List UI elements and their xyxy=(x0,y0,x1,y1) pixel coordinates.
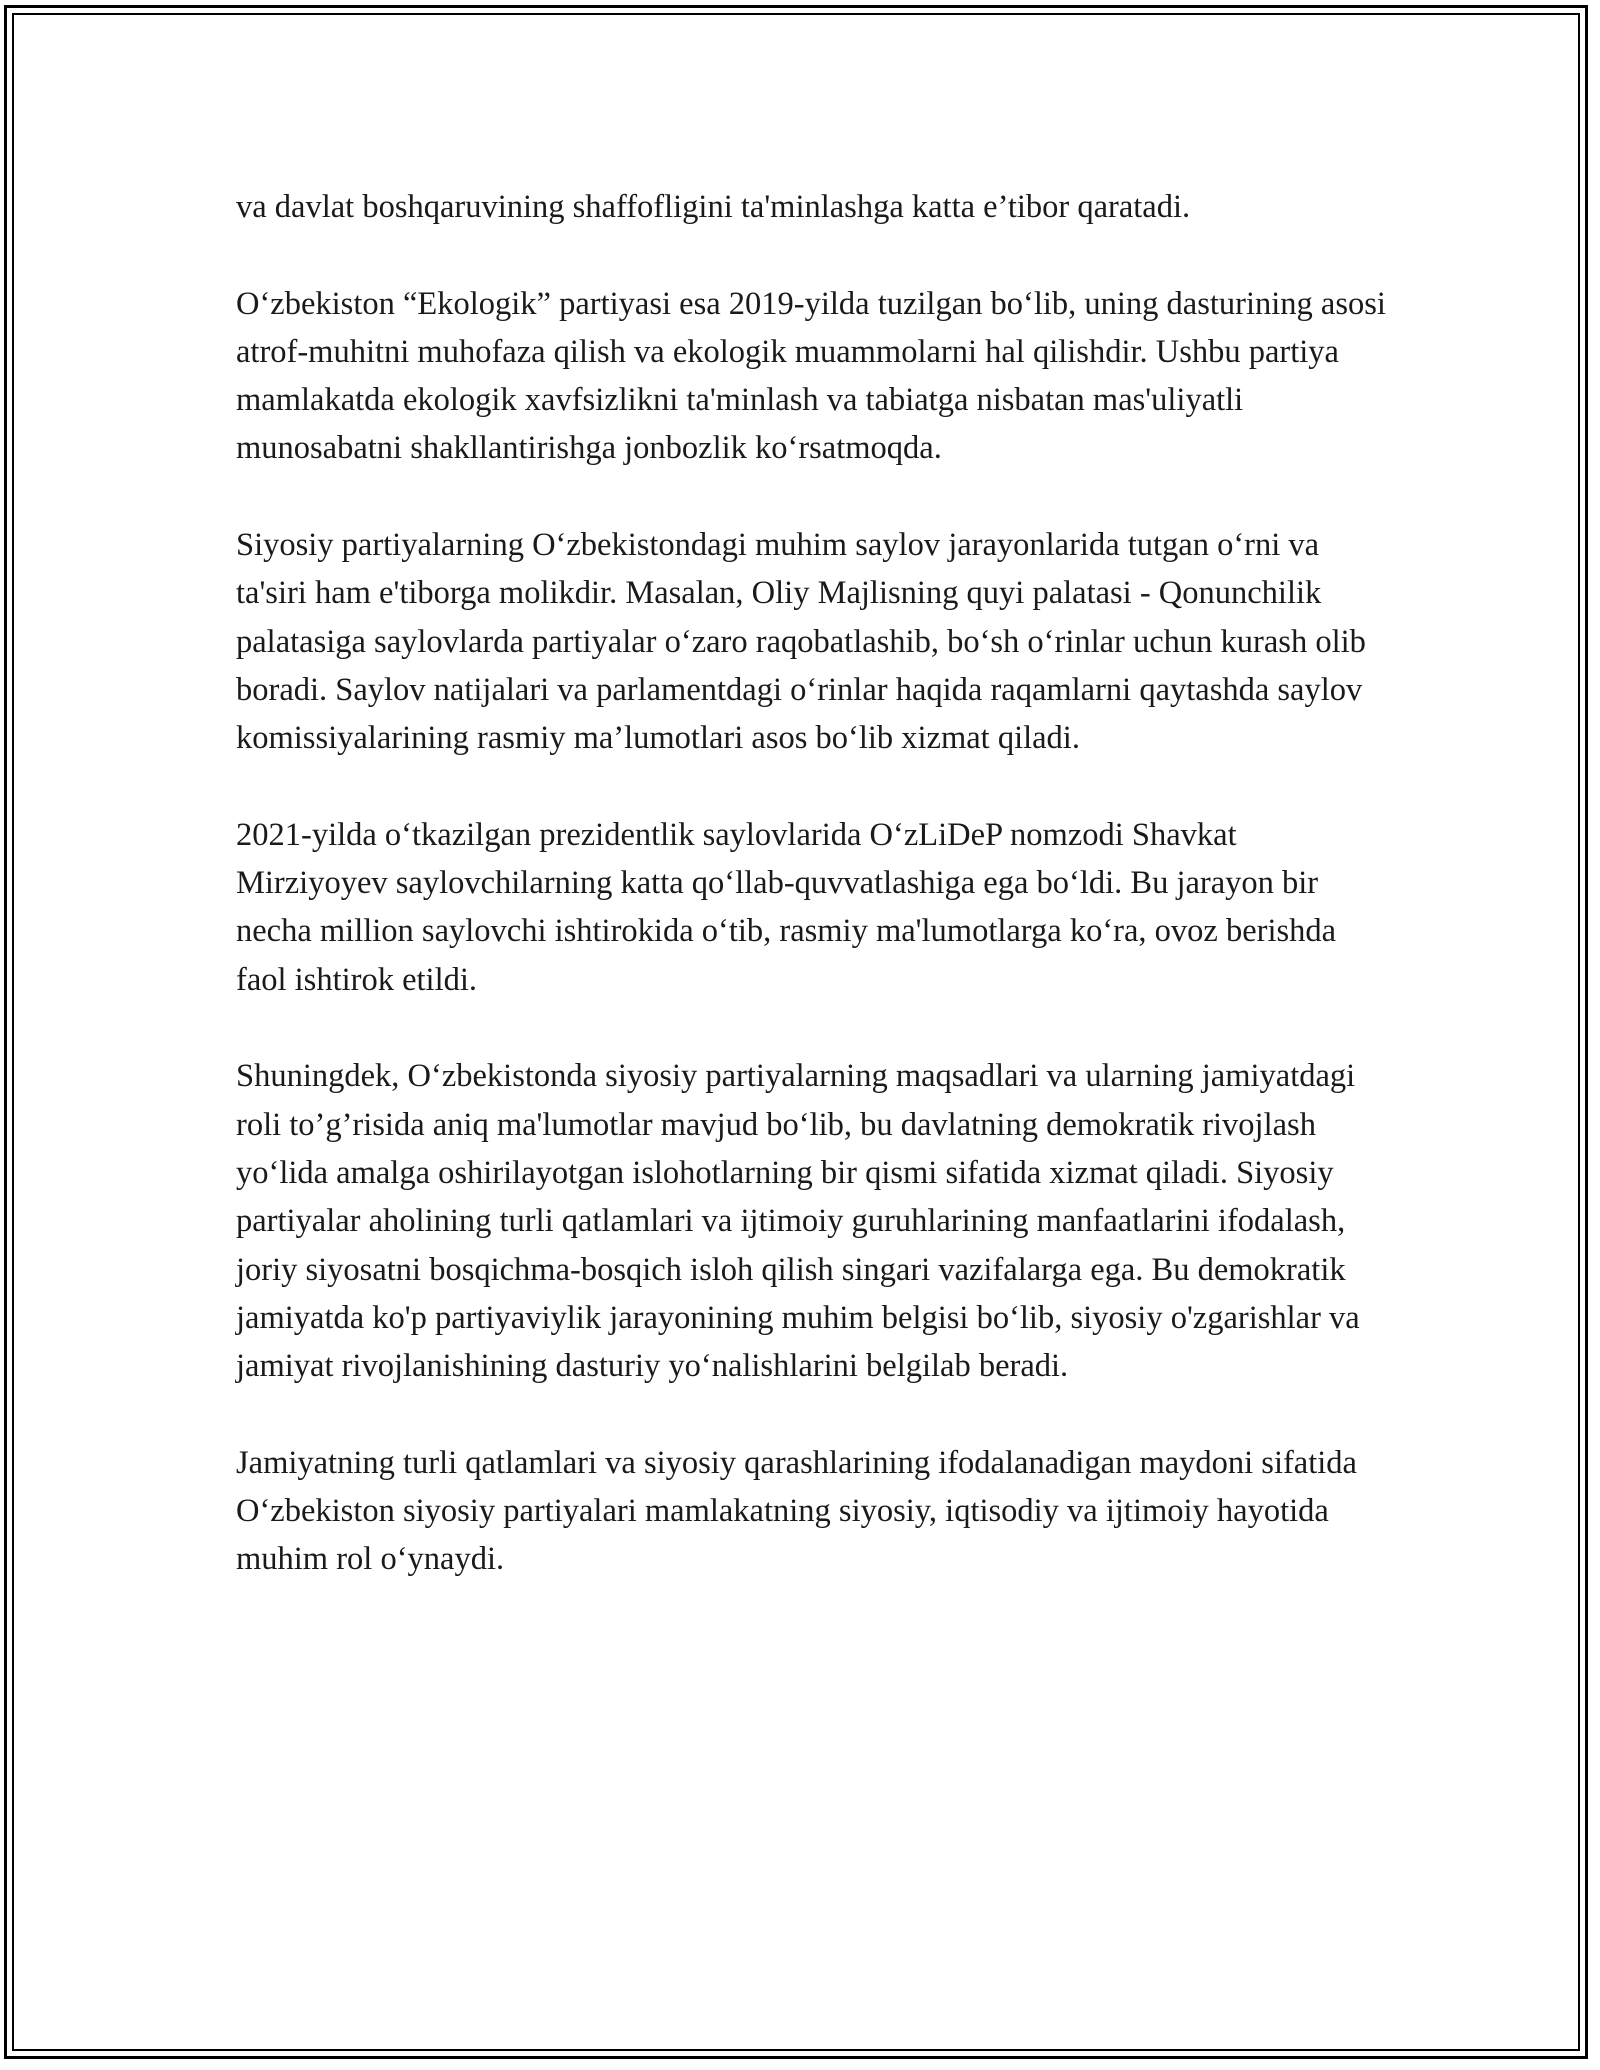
paragraph: 2021-yilda o‘tkazilgan prezidentlik saylovlarida O‘zLiDeP nomzodi Shavkat Mirziyoyev saylovchilarning katta qo‘llab-quvvatlashiga ega bo‘ldi. Bu jarayon bir necha million saylovchi ishtirokida o‘tib, rasmiy ma'lumotlarga ko‘ra, ovoz berishda faol ishtirok etildi. xyxy=(236,816,1337,998)
paragraph: Shuningdek, O‘zbekistonda siyosiy partiyalarning maqsadlari va ularning jamiyatdagi roli to’g’risida aniq ma'lumotlar mavjud bo‘lib, bu davlatning demokratik rivojlash yo‘lida amalga oshirilayotgan islohotlarning bir qismi sifatida xizmat qiladi. Siyosiy partiyalar aholining turli qatlamlari va ijtimoiy guruhlarining manfaatlarini ifodalash, joriy siyosatni bosqichma-bosqich isloh qilish singari vazifalarga ega. Bu demokratik jamiyatda ko'p partiyaviylik jarayonining muhim belgisi bo‘lib, siyosiy o'zgarishlar va jamiyat rivojlanishining dasturiy yo‘nalishlarini belgilab beradi. xyxy=(236,1058,1360,1385)
document-body xyxy=(236,183,1386,1632)
paragraph: Jamiyatning turli qatlamlari va siyosiy qarashlarining ifodalanadigan maydoni sifatida O‘zbekiston siyosiy partiyalari mamlakatning siyosiy, iqtisodiy va ijtimoiy hayotida muhim rol o‘ynaydi. xyxy=(236,1444,1357,1578)
paragraph: O‘zbekiston “Ekologik” partiyasi esa 2019-yilda tuzilgan bo‘lib, uning dasturining asosi atrof-muhitni muhofaza qilish va ekologik muammolarni hal qilishdir. Ushbu partiya mamlakatda ekologik xavfsizlikni ta'minlash va tabiatga nisbatan mas'uliyatli munosabatni shakllantirishga jonbozlik ko‘rsatmoqda. xyxy=(236,285,1386,467)
paragraph: va davlat boshqaruvining shaffofligini ta'minlashga katta e’tibor qaratadi. xyxy=(236,189,1191,225)
paragraph: Siyosiy partiyalarning O‘zbekistondagi muhim saylov jarayonlarida tutgan o‘rni va ta'siri ham e'tiborga molikdir. Masalan, Oliy Majlisning quyi palatasi - Qonunchilik palatasiga saylovlarda partiyalar o‘zaro raqobatlashib, bo‘sh o‘rinlar uchun kurash olib boradi. Saylov natijalari va parlamentdagi o‘rinlar haqida raqamlarni qaytashda saylov komissiyalarining rasmiy ma’lumotlari asos bo‘lib xizmat qiladi. xyxy=(236,527,1366,757)
